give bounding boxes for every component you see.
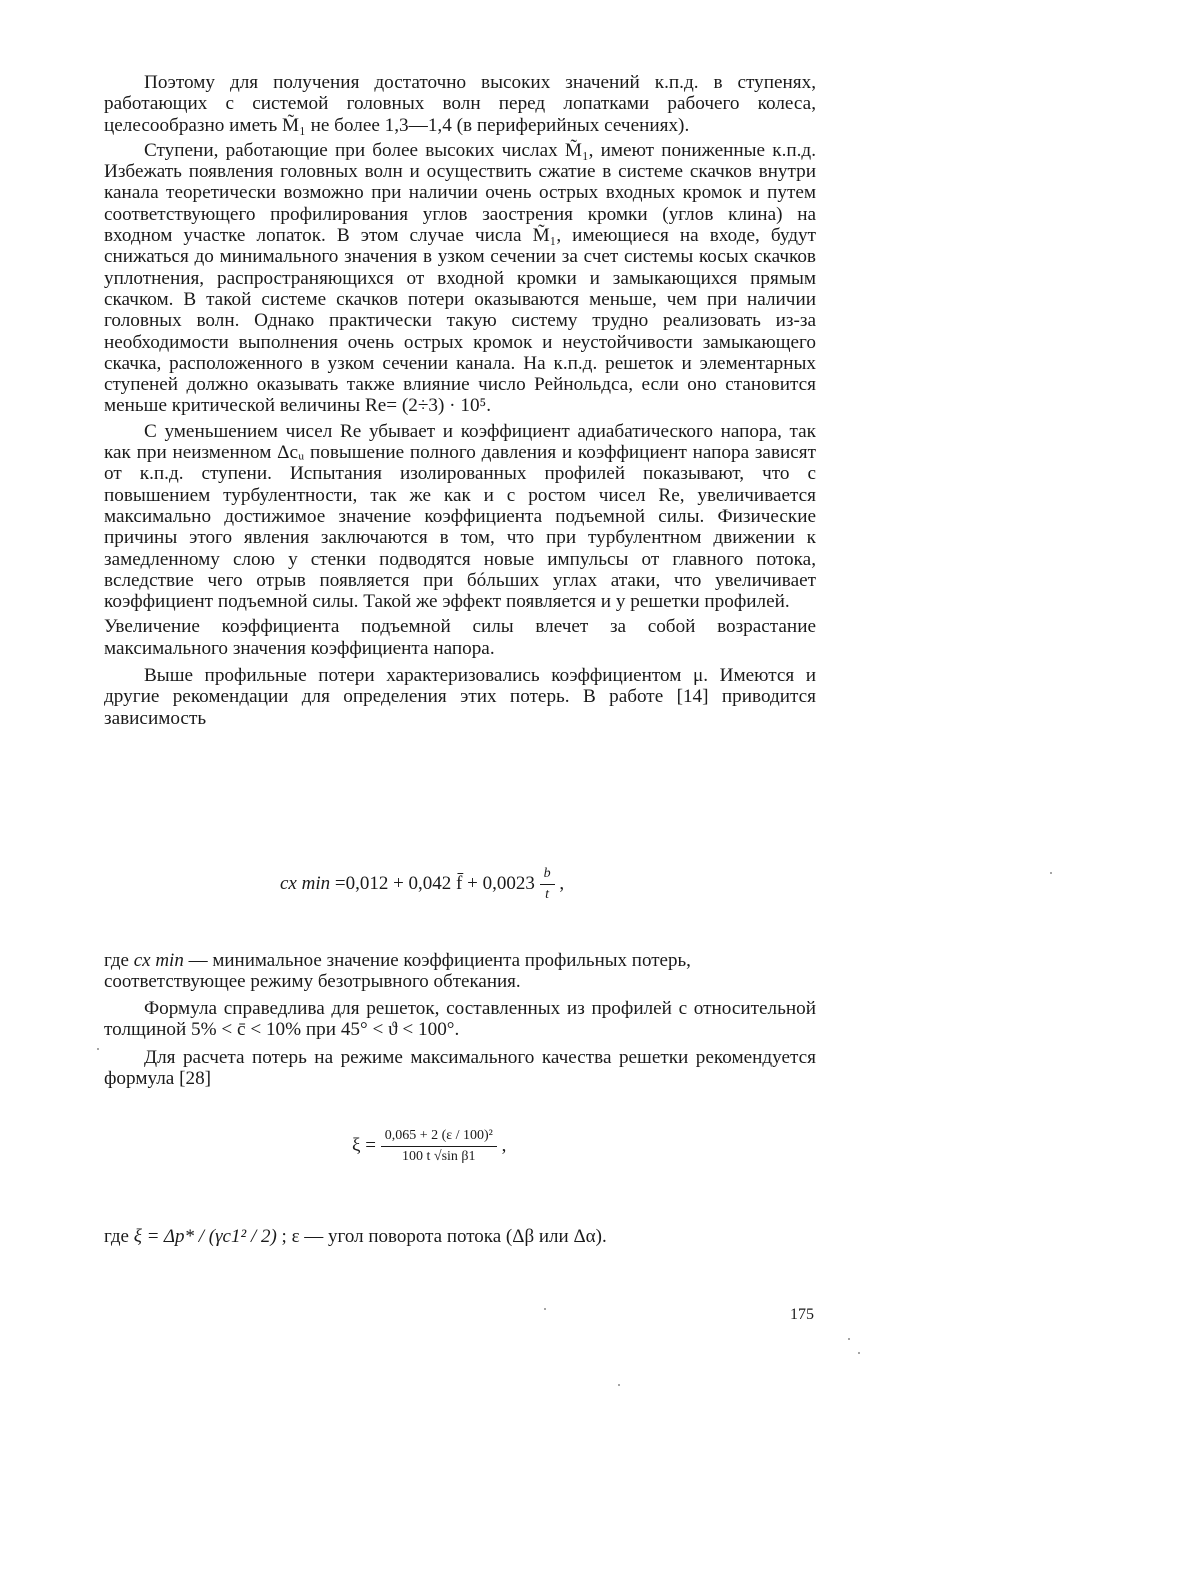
where-text: — минимальное значение коэффициента профильных потерь, соответствующее режиму безотрывного обтекания. <box>104 950 691 992</box>
fraction-denominator: t <box>540 884 555 903</box>
scan-speck <box>544 1308 546 1310</box>
formula-xi-lhs: ξ = <box>352 1134 376 1156</box>
paragraph-2: Ступени, работающие при более высоких числах M̃₁, имеют пониженные к.п.д. Избежать появления головных волн и осуществить сжатие в системе скачков внутри канала теоретически возможно при наличии очень острых входных кромок и путем соответствующего профилирования углов заострения кромки (углов клина) на входном участке лопаток. В этом случае числа M̃₁, имеющиеся на входе, будут снижаться до минимального значения в узком сечении за счет системы косых скачков уплотнения, распространяющихся от входной кромки и замыкающихся прямым скачком. В такой системе скачков потери оказываются меньше, чем при наличии головных волн. Однако практически такую систему трудно реализовать из-за необходимости выполнения очень острых кромок и неустойчивости замыкающего скачка, расположенного в узком сечении канала. На к.п.д. решеток и элементарных ступеней должно оказывать также влияние число Рейнольдса, если оно становится меньше критической величины Re= (2÷3) · 10⁵. <box>104 139 816 417</box>
body-text <box>104 72 816 729</box>
where-lead: где <box>104 950 129 971</box>
formula-fraction <box>540 866 555 903</box>
formula-xi-comma: , <box>501 1134 507 1156</box>
where-cx-min <box>104 950 816 992</box>
xi-denominator: 100 t √sin β1 <box>381 1146 497 1165</box>
xi-numerator: 0,065 + 2 (ε / 100)² <box>384 1128 493 1143</box>
formula-rhs: =0,012 + 0,042 f̄ + 0,0023 <box>334 872 535 894</box>
where-symbol: cx min <box>133 950 184 971</box>
body-text-2 <box>104 998 816 1089</box>
paragraph-4: Увеличение коэффициента подъемной силы влечет за собой возрастание максимального значения коэффициента напора. <box>104 616 816 659</box>
where-xi-rest: ; ε — угол поворота потока (Δβ или Δα). <box>281 1226 607 1247</box>
formula-cx-min <box>280 866 564 903</box>
paragraph-5: Выше профильные потери характеризовались коэффициентом μ. Имеются и другие рекомендации для определения этих потерь. В работе [14] приводится зависимость <box>104 665 816 729</box>
formula-lhs: cx min <box>280 872 331 894</box>
fraction-numerator: b <box>543 866 551 881</box>
scan-speck <box>858 1352 860 1354</box>
scan-speck <box>97 1048 99 1050</box>
formula-xi <box>352 1128 506 1165</box>
paragraph-1: Поэтому для получения достаточно высоких значений к.п.д. в ступенях, работающих с системой головных волн перед лопатками рабочего колеса, целесообразно иметь M̃₁ не более 1,3—1,4 (в периферийных сечениях). <box>104 72 816 136</box>
scan-speck <box>848 1338 850 1340</box>
page-number: 175 <box>790 1306 814 1323</box>
where-xi-lead: где <box>104 1226 129 1247</box>
formula-comma: , <box>559 872 565 894</box>
paragraph-7: Для расчета потерь на режиме максимального качества решетки рекомендуется формула [28] <box>104 1046 816 1089</box>
paragraph-6: Формула справедлива для решеток, составленных из профилей с относительной толщиной 5% < c̄ < 10% при 45° < ϑ < 100°. <box>104 998 816 1041</box>
where-xi <box>104 1226 816 1247</box>
where-xi-definition: ξ = Δp* / (γc1² / 2) <box>133 1226 277 1247</box>
scan-speck <box>1050 872 1052 874</box>
paragraph-3: С уменьшением чисел Re убывает и коэффициент адиабатического напора, так как при неизменном Δcᵤ повышение полного давления и коэффициент напора зависят от к.п.д. ступени. Испытания изолированных профилей показывают, что с повышением турбулентности, так же как и с ростом чисел Re, увеличивается максимально достижимое значение коэффициента подъемной силы. Физические причины этого явления заключаются в том, что при турбулентном движении к замедленному слою у стенки подводятся новые импульсы от главного потока, вследствие чего отрыв появляется при бóльших углах атаки, что увеличивает коэффициент подъемной силы. Такой же эффект появляется и у решетки профилей. <box>104 420 816 613</box>
scan-speck <box>618 1384 620 1386</box>
formula-xi-fraction <box>381 1128 497 1165</box>
